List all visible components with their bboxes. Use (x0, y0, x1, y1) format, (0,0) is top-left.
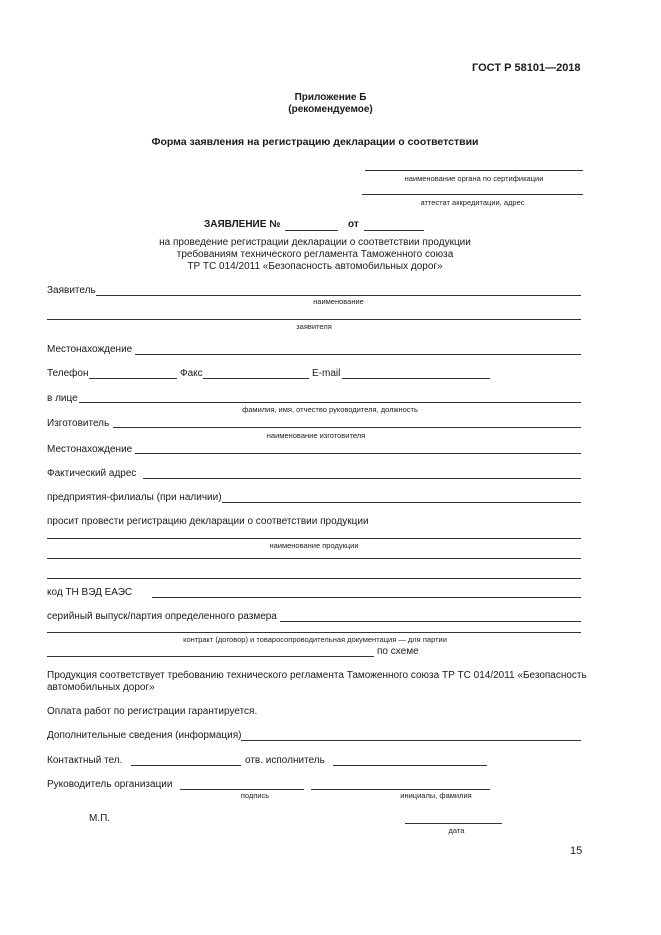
phone-field[interactable] (89, 378, 177, 379)
request-text: просит провести регистрацию декларации о соответствии продукции (47, 516, 369, 527)
date-field[interactable] (405, 823, 502, 824)
statement-title: ЗАЯВЛЕНИЕ № (204, 219, 281, 230)
manufacturer-location-label: Местонахождение (47, 444, 133, 455)
annex-status: (рекомендуемое) (288, 104, 373, 115)
statement-date-label: от (348, 219, 359, 230)
manufacturer-location-field[interactable] (135, 453, 581, 454)
product-field-3[interactable] (47, 578, 581, 579)
serial-label: серийный выпуск/партия определенного размера (47, 611, 277, 622)
product-field-2[interactable] (47, 558, 581, 559)
statement-subtitle-3: ТР ТС 014/2011 «Безопасность автомобильных дорог» (187, 261, 443, 272)
product-field[interactable] (47, 538, 581, 539)
initials-caption: инициалы, фамилия (400, 791, 472, 800)
initials-field[interactable] (311, 789, 490, 790)
statement-number-field[interactable] (285, 230, 338, 231)
applicant-label: Заявитель (47, 285, 96, 296)
date-caption: дата (448, 826, 465, 835)
addressee-caption-1: наименование органа по сертификации (404, 174, 544, 183)
email-field[interactable] (342, 378, 490, 379)
manufacturer-field[interactable] (113, 427, 581, 428)
location-field[interactable] (135, 354, 581, 355)
phone-label: Телефон (47, 368, 89, 379)
document-code: ГОСТ Р 58101—2018 (472, 62, 581, 74)
executor-label: отв. исполнитель (245, 755, 325, 766)
payment-text: Оплата работ по регистрации гарантируется. (47, 706, 258, 717)
form-title: Форма заявления на регистрацию декларации о соответствии (151, 136, 479, 148)
manufacturer-caption: наименование изготовителя (266, 431, 366, 440)
executor-field[interactable] (333, 765, 487, 766)
location-label: Местонахождение (47, 344, 133, 355)
extra-info-label: Дополнительные сведения (информация) (47, 730, 242, 741)
contract-caption: контракт (договор) и товаросопроводительная документация — для партии (183, 635, 447, 644)
scheme-field[interactable] (47, 656, 374, 657)
addressee-line-2[interactable] (362, 194, 583, 195)
head-label: Руководитель организации (47, 779, 173, 790)
manufacturer-label: Изготовитель (47, 418, 110, 429)
addressee-caption-2: аттестат аккредитации, адрес (420, 198, 525, 207)
contract-field[interactable] (47, 632, 581, 633)
product-caption: наименование продукции (269, 541, 359, 550)
represented-label: в лице (47, 393, 78, 404)
fax-label: Факс (180, 368, 203, 379)
branches-field[interactable] (222, 502, 581, 503)
actual-address-label: Фактический адрес (47, 468, 137, 479)
statement-date-field[interactable] (364, 230, 424, 231)
stamp-label: М.П. (89, 813, 111, 824)
applicant-caption-2: заявителя (296, 322, 332, 331)
applicant-caption-1: наименование (313, 297, 364, 306)
compliance-text-2: автомобильных дорог» (47, 682, 155, 693)
compliance-text-1: Продукция соответствует требованию технического регламента Таможенного союза ТР ТС 014/2011 «Безопасность (47, 670, 587, 681)
addressee-line-1[interactable] (365, 170, 583, 171)
branches-label: предприятия-филиалы (при наличии) (47, 492, 222, 503)
email-label: E-mail (312, 368, 341, 379)
serial-field[interactable] (280, 621, 581, 622)
actual-address-field[interactable] (143, 478, 581, 479)
signature-caption: подпись (240, 791, 270, 800)
statement-subtitle-1: на проведение регистрации декларации о соответствии продукции (159, 237, 471, 248)
tnved-field[interactable] (152, 597, 581, 598)
fax-field[interactable] (203, 378, 309, 379)
contact-phone-label: Контактный тел. (47, 755, 123, 766)
annex-title: Приложение Б (294, 92, 367, 103)
contact-phone-field[interactable] (131, 765, 241, 766)
extra-info-field[interactable] (241, 740, 581, 741)
represented-caption: фамилия, имя, отчество руководителя, должность (242, 405, 418, 414)
statement-subtitle-2: требованиям технического регламента Таможенного союза (176, 249, 454, 260)
tnved-label: код ТН ВЭД ЕАЭС (47, 587, 133, 598)
scheme-label: по схеме (377, 646, 419, 657)
applicant-field[interactable] (96, 295, 581, 296)
page-number: 15 (570, 845, 583, 857)
represented-field[interactable] (79, 402, 581, 403)
signature-field[interactable] (180, 789, 304, 790)
applicant-field-2[interactable] (47, 319, 581, 320)
